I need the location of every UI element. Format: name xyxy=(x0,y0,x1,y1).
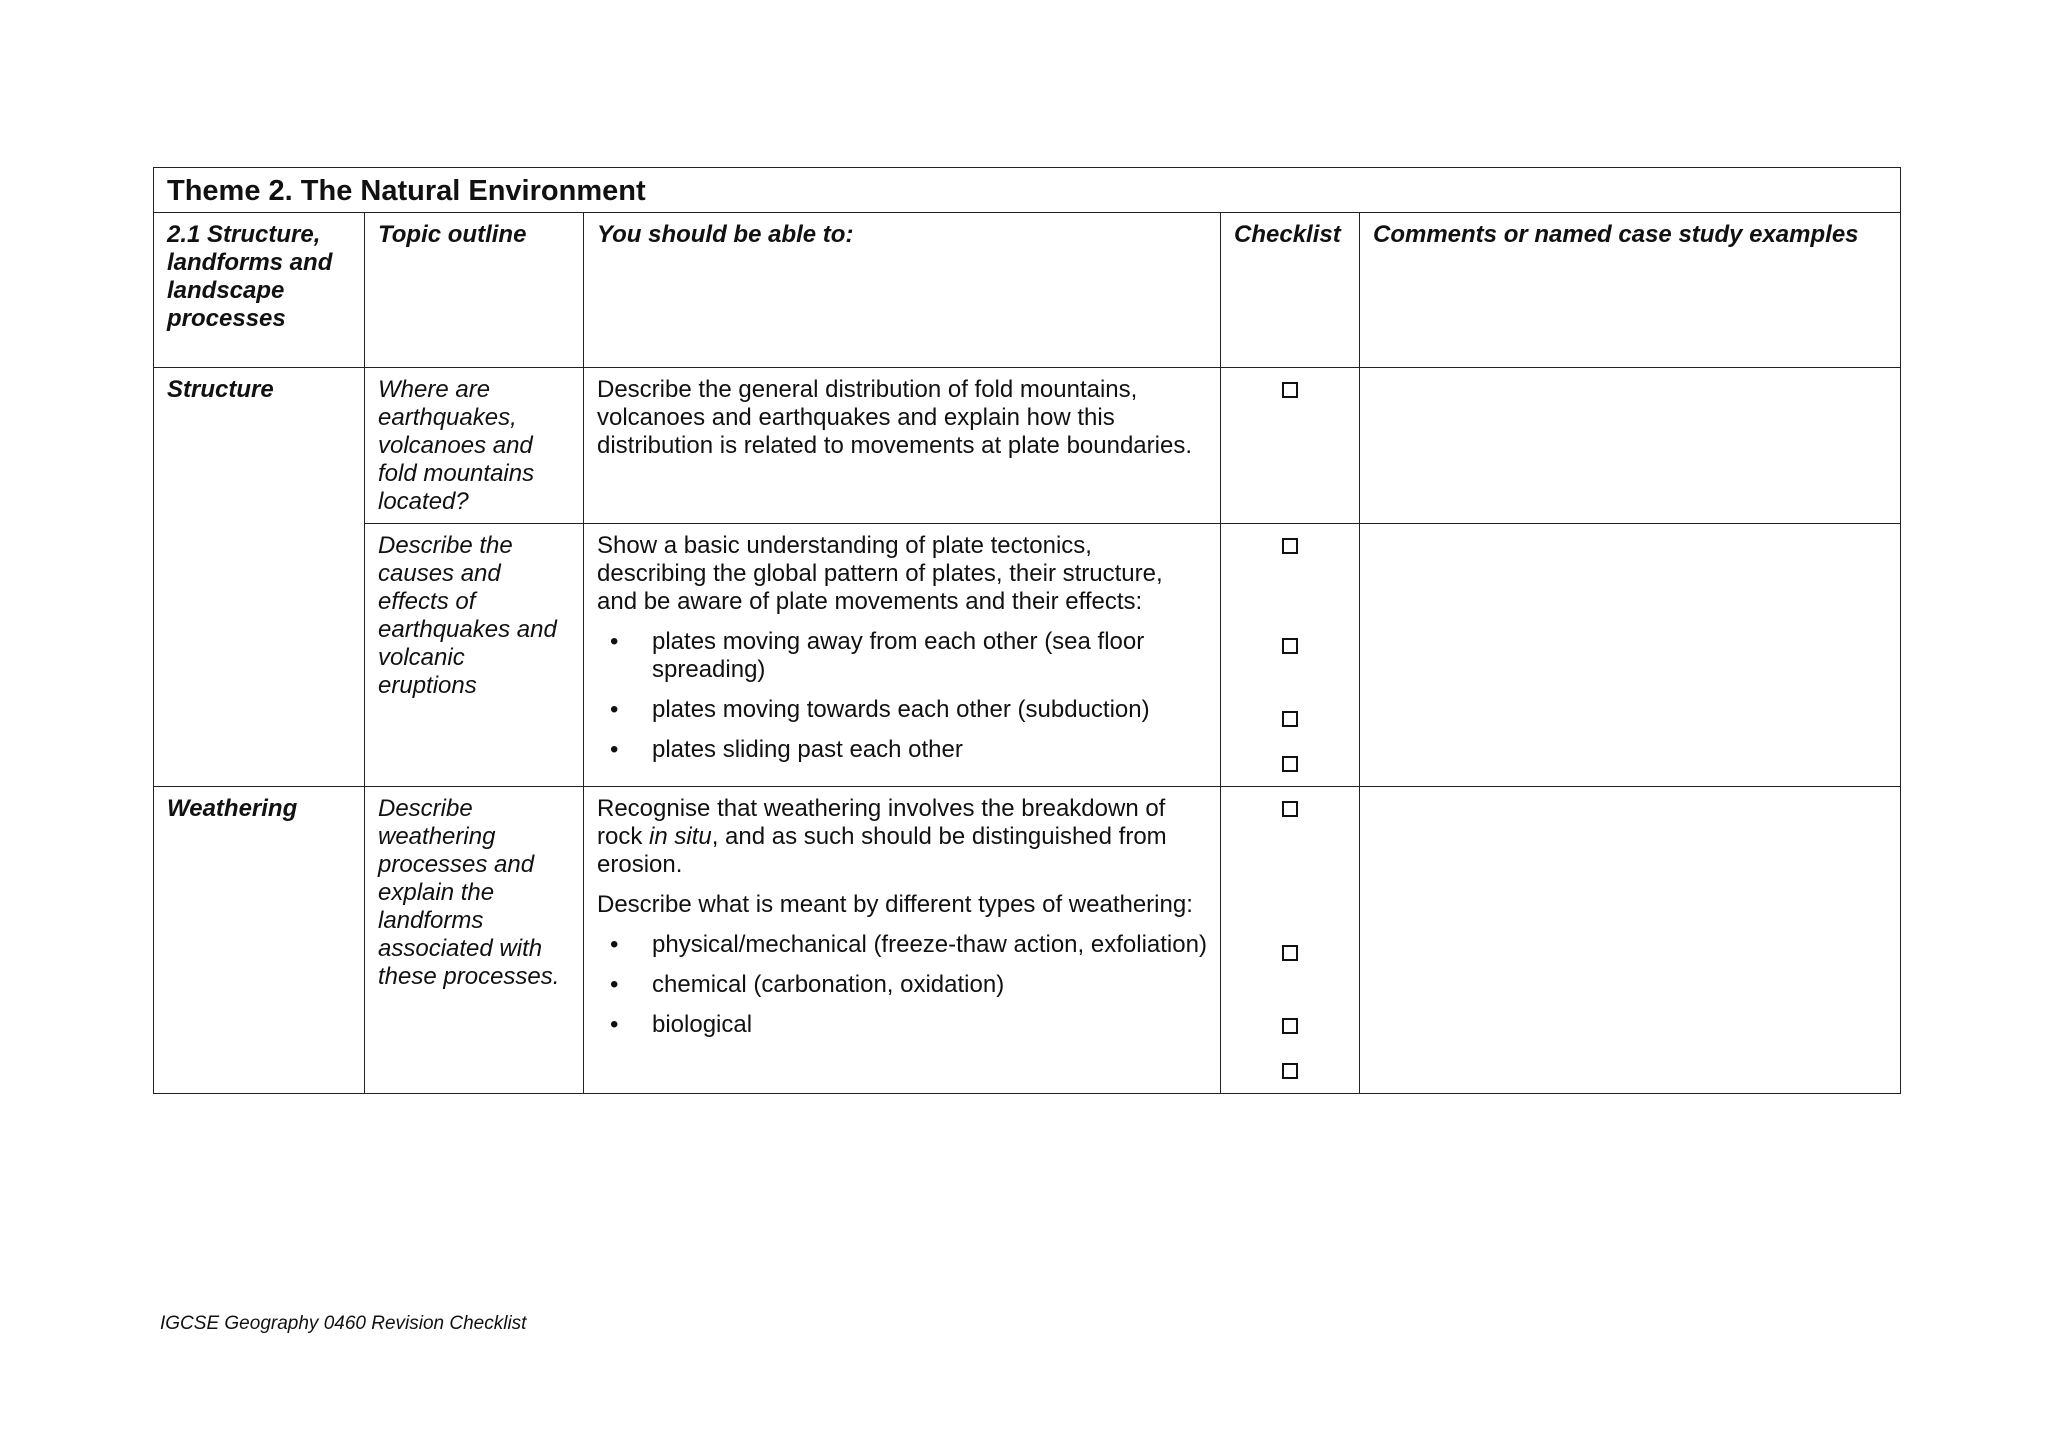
comments-cell[interactable] xyxy=(1360,787,1901,1094)
section-label-weathering: Weathering xyxy=(154,787,365,1094)
able-to-header: You should be able to: xyxy=(584,213,1221,368)
comments-cell[interactable] xyxy=(1360,524,1901,787)
topic-outline-cell: Describe weathering processes and explain the landforms associated with these processes. xyxy=(365,787,584,1094)
table-row xyxy=(154,524,1901,787)
able-to-cell xyxy=(584,524,1221,787)
list-item: • biological xyxy=(610,1011,753,1038)
able-to-cell xyxy=(584,368,1221,524)
section-header: 2.1 Structure, landforms and landscape processes xyxy=(154,213,365,368)
list-item: • chemical (carbonation, oxidation) xyxy=(610,971,1005,998)
revision-checklist-table xyxy=(153,167,1901,1094)
able-to-cell xyxy=(584,787,1221,1094)
requirement-text: Describe what is meant by different types of weathering: xyxy=(597,891,1193,918)
requirement-text: Recognise that weathering involves the breakdown of rock in situ, and as such should be distinguished from erosion. xyxy=(597,795,1167,878)
topic-outline-header: Topic outline xyxy=(365,213,584,368)
checkbox[interactable] xyxy=(1282,638,1298,654)
table-row xyxy=(154,787,1901,1094)
checklist-cell xyxy=(1221,368,1360,524)
theme-title: Theme 2. The Natural Environment xyxy=(154,168,1901,213)
checkbox[interactable] xyxy=(1282,945,1298,961)
section-label-structure: Structure xyxy=(154,368,365,787)
comments-cell[interactable] xyxy=(1360,368,1901,524)
list-item: • physical/mechanical (freeze-thaw action, exfoliation) xyxy=(610,931,1207,958)
list-item: • plates moving towards each other (subduction) xyxy=(610,696,1150,723)
checkbox[interactable] xyxy=(1282,1063,1298,1079)
table-row xyxy=(154,368,1901,524)
list-item: • plates sliding past each other xyxy=(610,736,963,763)
list-item: • plates moving away from each other (sea floor spreading) xyxy=(610,628,1145,683)
revision-checklist-table-wrapper xyxy=(153,167,1900,1094)
checklist-header: Checklist xyxy=(1221,213,1360,368)
checkbox[interactable] xyxy=(1282,711,1298,727)
checkbox[interactable] xyxy=(1282,538,1298,554)
page-footer: IGCSE Geography 0460 Revision Checklist xyxy=(160,1313,527,1334)
checklist-cell xyxy=(1221,524,1360,787)
topic-outline-cell: Where are earthquakes, volcanoes and fold mountains located? xyxy=(365,368,584,524)
theme-row xyxy=(154,168,1901,213)
checkbox[interactable] xyxy=(1282,801,1298,817)
comments-header: Comments or named case study examples xyxy=(1360,213,1901,368)
checkbox[interactable] xyxy=(1282,382,1298,398)
requirement-text: Describe the general distribution of fold mountains, volcanoes and earthquakes and explain how this distribution is related to movements at plate boundaries. xyxy=(597,376,1192,459)
requirement-text: Show a basic understanding of plate tectonics, describing the global pattern of plates, their structure, and be aware of plate movements and their effects: xyxy=(597,532,1163,615)
topic-outline-cell: Describe the causes and effects of earthquakes and volcanic eruptions xyxy=(365,524,584,787)
checklist-cell xyxy=(1221,787,1360,1094)
header-row xyxy=(154,213,1901,368)
checkbox[interactable] xyxy=(1282,1018,1298,1034)
checkbox[interactable] xyxy=(1282,756,1298,772)
